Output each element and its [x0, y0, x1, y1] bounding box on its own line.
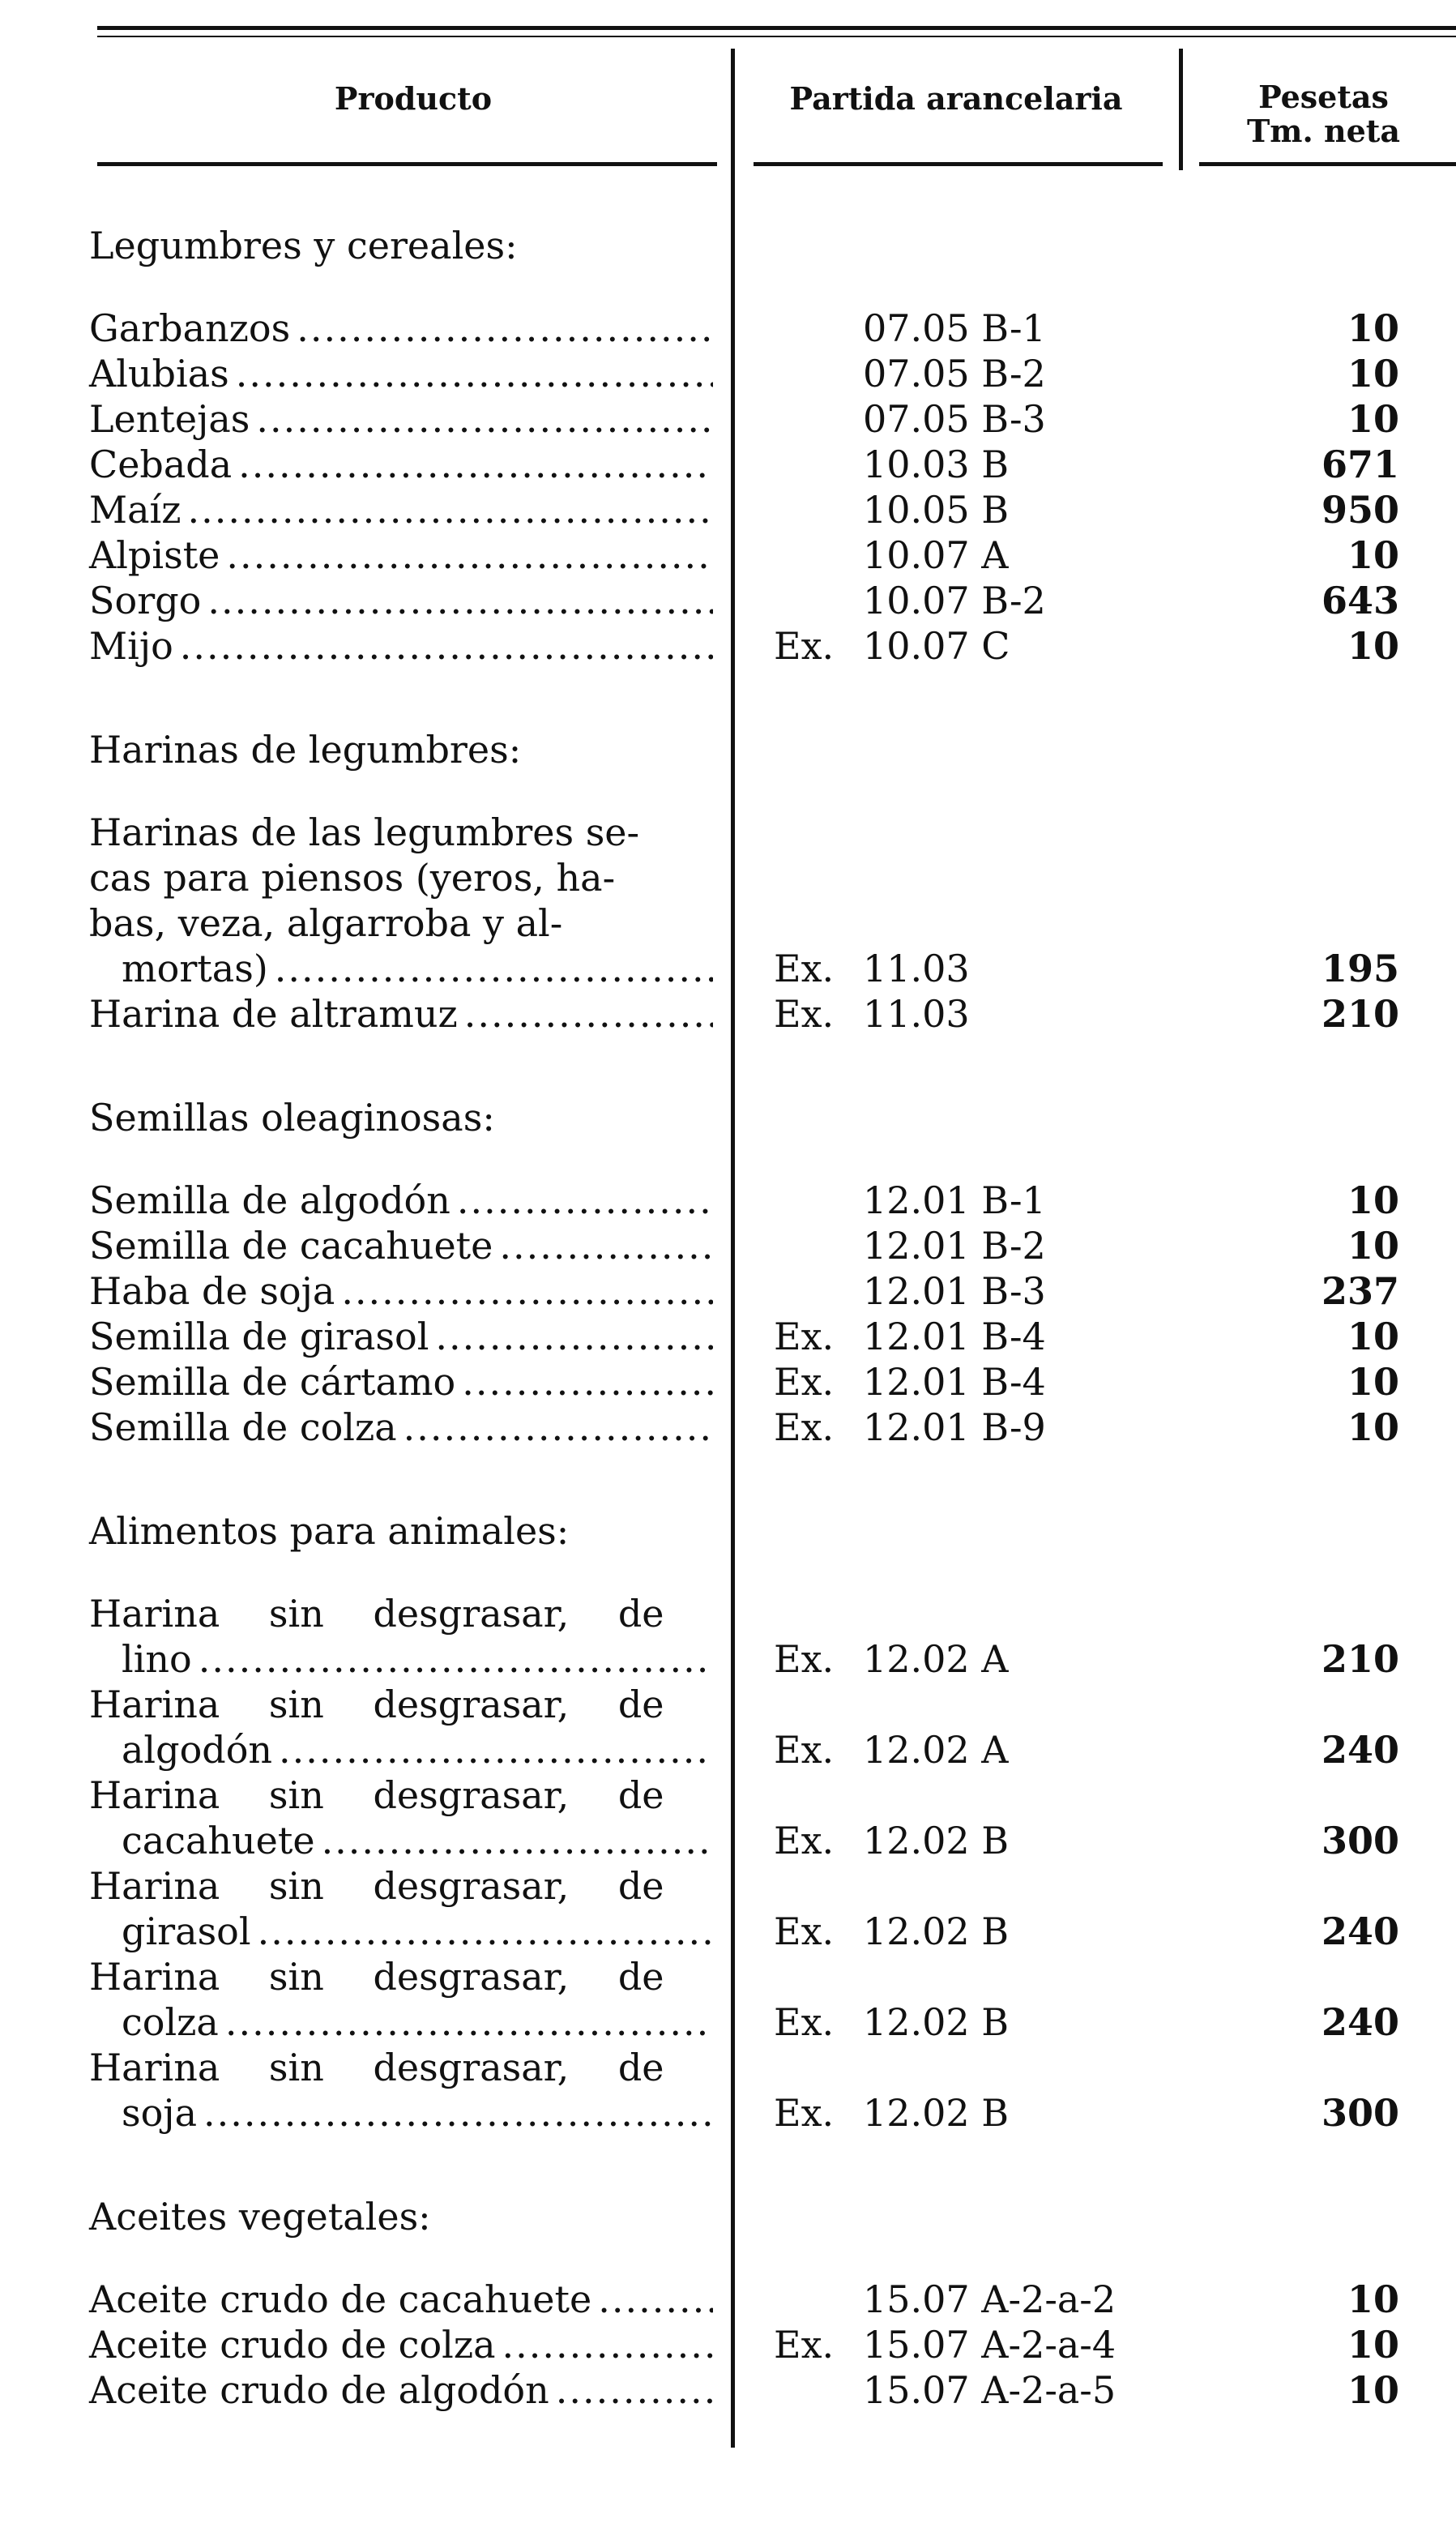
table-row	[0, 623, 1456, 669]
top-rule-thick	[97, 26, 1456, 30]
tariff-code	[774, 2090, 1009, 2136]
tariff-code	[774, 1636, 1009, 1682]
table-row	[0, 1178, 1456, 1223]
product-name	[122, 1818, 713, 1863]
table-row	[0, 991, 1456, 1037]
tariff-code-value: 12.02 B	[863, 2000, 1010, 2044]
header-rule-product	[97, 162, 717, 166]
product-name	[89, 306, 713, 351]
leader-dots	[341, 1268, 713, 1314]
table-row-leading-line	[0, 900, 1456, 946]
product-name-text: lino	[122, 1637, 192, 1681]
table-row	[0, 442, 1456, 487]
product-name-line	[89, 1773, 713, 1818]
product-name	[89, 532, 713, 578]
tariff-ex-prefix: Ex.	[774, 2091, 835, 2135]
tariff-code-value: 12.01 B-4	[863, 1360, 1046, 1404]
leader-dots	[598, 2277, 713, 2322]
tariff-code-value: 12.02 A	[863, 1637, 1009, 1681]
tariff-code	[774, 2277, 1116, 2322]
leader-dots	[435, 1314, 713, 1359]
table-row-leading-line	[0, 855, 1456, 900]
tariff-code	[774, 1909, 1009, 1954]
price-value: 240	[1321, 2000, 1399, 2044]
tariff-code	[774, 946, 970, 991]
leader-dots	[556, 2367, 713, 2413]
tariff-code-value: 10.07 C	[863, 624, 1010, 668]
table-row-leading-line	[0, 2045, 1456, 2090]
top-rule-thin	[97, 36, 1456, 37]
leader-dots	[457, 1178, 713, 1223]
leader-dots	[238, 442, 713, 487]
product-name-text: Harina sin desgrasar, de	[89, 1864, 664, 1908]
tariff-ex-prefix: Ex.	[774, 1909, 835, 1953]
product-name-text: Cebada	[89, 443, 233, 486]
product-name-text: Semilla de girasol	[89, 1315, 429, 1358]
tariff-code-value: 12.01 B-9	[863, 1405, 1046, 1449]
table-row	[0, 306, 1456, 351]
leader-dots	[464, 991, 713, 1037]
header-product: Producto	[334, 80, 493, 117]
product-name	[89, 442, 713, 487]
section-title: Aceites vegetales:	[89, 2195, 431, 2239]
product-name-text: Semilla de cártamo	[89, 1360, 456, 1404]
table-row	[0, 487, 1456, 532]
tariff-ex-prefix: Ex.	[774, 1728, 835, 1772]
tariff-code	[774, 1314, 1046, 1359]
table-row	[0, 2277, 1456, 2322]
price-value: 10	[1347, 2277, 1399, 2321]
table-row-leading-line	[0, 1682, 1456, 1727]
leader-dots	[502, 2322, 713, 2367]
leader-dots	[225, 1999, 713, 2045]
product-name-line	[89, 855, 713, 900]
header-price-line1: Pesetas	[1258, 79, 1389, 115]
price-value: 210	[1321, 1637, 1399, 1681]
table-row	[0, 2322, 1456, 2367]
tariff-code-value: 12.01 B-2	[863, 1224, 1046, 1268]
product-name-text: Alubias	[89, 352, 229, 396]
product-name-text: Semilla de algodón	[89, 1178, 450, 1222]
product-name	[122, 1636, 713, 1682]
tariff-code-value: 10.05 B	[863, 488, 1010, 532]
product-name-text: cas para piensos (yeros, ha-	[89, 856, 616, 900]
product-name-text: Harina sin desgrasar, de	[89, 2046, 664, 2089]
table-row	[0, 1268, 1456, 1314]
table-row	[0, 1405, 1456, 1450]
product-name	[89, 991, 713, 1037]
product-name-text: cacahuete	[122, 1819, 315, 1862]
tariff-ex-prefix: Ex.	[774, 1360, 835, 1404]
price-value: 10	[1347, 2368, 1399, 2412]
product-name-line	[89, 1863, 713, 1909]
tariff-code	[774, 442, 1009, 487]
price-value: 237	[1321, 1269, 1399, 1313]
product-name-text: Aceite crudo de colza	[89, 2323, 496, 2367]
product-name-text: Aceite crudo de algodón	[89, 2368, 549, 2412]
table-row	[0, 1359, 1456, 1405]
tariff-ex-prefix: Ex.	[774, 2323, 835, 2367]
product-name-text: Aceite crudo de cacahuete	[89, 2277, 592, 2321]
table-row-leading-line	[0, 1773, 1456, 1818]
tariff-code-value: 12.01 B-3	[863, 1269, 1046, 1313]
price-value: 10	[1347, 624, 1399, 668]
price-value: 10	[1347, 1360, 1399, 1404]
table-row	[0, 1909, 1456, 1954]
product-name	[122, 1727, 713, 1773]
price-value: 300	[1321, 2091, 1399, 2135]
price-value: 950	[1321, 488, 1399, 532]
product-name	[89, 487, 713, 532]
table-row	[0, 946, 1456, 991]
price-value: 10	[1347, 1178, 1399, 1222]
tariff-code	[774, 306, 1046, 351]
tariff-code	[774, 623, 1010, 669]
table-row	[0, 1818, 1456, 1863]
product-name-text: Harina sin desgrasar, de	[89, 1955, 664, 1999]
tariff-code-value: 12.02 A	[863, 1728, 1009, 1772]
tariff-code	[774, 991, 970, 1037]
tariff-ex-prefix: Ex.	[774, 947, 835, 990]
table-row	[0, 1999, 1456, 2045]
product-name-line	[89, 1682, 713, 1727]
product-name	[89, 1223, 713, 1268]
section-title: Harinas de legumbres:	[89, 728, 522, 772]
product-name-text: Harina sin desgrasar, de	[89, 1773, 664, 1817]
tariff-code-value: 15.07 A-2-a-2	[863, 2277, 1117, 2321]
header-price-line2: Tm. neta	[1247, 113, 1400, 149]
header-rule-price	[1199, 162, 1456, 166]
tariff-code-value: 07.05 B-1	[863, 306, 1046, 350]
price-value: 10	[1347, 1224, 1399, 1268]
product-name-text: Semilla de cacahuete	[89, 1224, 493, 1268]
leader-dots	[236, 351, 713, 396]
product-name-text: Garbanzos	[89, 306, 291, 350]
table-row-leading-line	[0, 810, 1456, 855]
leader-dots	[297, 306, 713, 351]
product-name-text: colza	[122, 2000, 219, 2044]
tariff-code-value: 07.05 B-3	[863, 397, 1046, 441]
tariff-code	[774, 2367, 1116, 2413]
product-name-text: Harina sin desgrasar, de	[89, 1592, 664, 1636]
tariff-code-value: 15.07 A-2-a-4	[863, 2323, 1117, 2367]
tariff-code-value: 11.03	[863, 992, 970, 1036]
leader-dots	[499, 1223, 713, 1268]
tariff-code	[774, 532, 1009, 578]
product-name	[89, 1405, 713, 1450]
header-tariff: Partida arancelaria	[789, 80, 1123, 117]
product-name-text: Semilla de colza	[89, 1405, 397, 1449]
tariff-code-value: 12.02 B	[863, 1819, 1010, 1862]
leader-dots	[203, 2090, 713, 2136]
table-row	[0, 2090, 1456, 2136]
price-value: 240	[1321, 1728, 1399, 1772]
leader-dots	[187, 487, 713, 532]
product-name-text: Haba de soja	[89, 1269, 335, 1313]
product-name	[122, 2090, 713, 2136]
product-name-text: Harina de altramuz	[89, 992, 458, 1036]
section-title: Legumbres y cereales:	[89, 224, 518, 267]
leader-dots	[279, 1727, 713, 1773]
product-name	[89, 351, 713, 396]
leader-dots	[403, 1405, 713, 1450]
tariff-code	[774, 1405, 1046, 1450]
product-name-text: Harinas de las legumbres se-	[89, 810, 640, 854]
product-name-text: Alpiste	[89, 533, 220, 577]
price-value: 10	[1347, 352, 1399, 396]
price-value: 10	[1347, 306, 1399, 350]
leader-dots	[256, 396, 713, 442]
tariff-code	[774, 1223, 1046, 1268]
tariff-ex-prefix: Ex.	[774, 624, 835, 668]
leader-dots	[322, 1818, 713, 1863]
tariff-ex-prefix: Ex.	[774, 992, 835, 1036]
price-value: 10	[1347, 1315, 1399, 1358]
tariff-code-value: 07.05 B-2	[863, 352, 1046, 396]
product-name-text: Mijo	[89, 624, 173, 668]
tariff-code-value: 10.07 A	[863, 533, 1009, 577]
product-name-text: soja	[122, 2091, 197, 2135]
product-name	[89, 623, 713, 669]
section-title: Alimentos para animales:	[89, 1509, 570, 1553]
tariff-code	[774, 487, 1009, 532]
product-name	[89, 1268, 713, 1314]
product-name	[89, 2322, 713, 2367]
product-name	[122, 1909, 713, 1954]
column-divider-2	[1179, 49, 1183, 170]
product-name-text: algodón	[122, 1728, 273, 1772]
product-name-text: mortas)	[122, 947, 268, 990]
tariff-code	[774, 396, 1046, 442]
tariff-code	[774, 1359, 1046, 1405]
price-value: 671	[1321, 443, 1399, 486]
price-value: 210	[1321, 992, 1399, 1036]
product-name-line	[89, 1591, 713, 1636]
product-name	[89, 2277, 713, 2322]
table-row	[0, 396, 1456, 442]
table-row	[0, 578, 1456, 623]
product-name-text: Lentejas	[89, 397, 250, 441]
header-rule-tariff	[754, 162, 1163, 166]
tariff-ex-prefix: Ex.	[774, 2000, 835, 2044]
leader-dots	[226, 532, 713, 578]
product-name-text: Sorgo	[89, 579, 202, 622]
leader-dots	[258, 1909, 713, 1954]
tariff-code-value: 12.01 B-4	[863, 1315, 1046, 1358]
product-name-line	[89, 900, 713, 946]
leader-dots	[180, 623, 713, 669]
product-name	[89, 1178, 713, 1223]
tariff-code	[774, 1268, 1046, 1314]
section-title: Semillas oleaginosas:	[89, 1096, 495, 1140]
tariff-ex-prefix: Ex.	[774, 1315, 835, 1358]
product-name	[89, 396, 713, 442]
product-name	[89, 1314, 713, 1359]
table-row	[0, 532, 1456, 578]
table-row	[0, 1314, 1456, 1359]
table-row-leading-line	[0, 1863, 1456, 1909]
price-value: 195	[1321, 947, 1399, 990]
product-name	[89, 1359, 713, 1405]
product-name	[89, 2367, 713, 2413]
tariff-code-value: 12.01 B-1	[863, 1178, 1046, 1222]
tariff-code	[774, 1178, 1046, 1223]
table-row-leading-line	[0, 1591, 1456, 1636]
price-value: 240	[1321, 1909, 1399, 1953]
tariff-code-value: 12.02 B	[863, 1909, 1010, 1953]
leader-dots	[207, 578, 713, 623]
tariff-code	[774, 351, 1046, 396]
tariff-code	[774, 1999, 1009, 2045]
leader-dots	[199, 1636, 713, 1682]
product-name-line	[89, 810, 713, 855]
leader-dots	[462, 1359, 713, 1405]
leader-dots	[275, 946, 713, 991]
tariff-code-value: 12.02 B	[863, 2091, 1010, 2135]
tariff-code	[774, 1727, 1009, 1773]
product-name-text: Harina sin desgrasar, de	[89, 1683, 664, 1726]
tariff-code-value: 11.03	[863, 947, 970, 990]
product-name-line	[89, 2045, 713, 2090]
tariff-code	[774, 578, 1046, 623]
tariff-ex-prefix: Ex.	[774, 1819, 835, 1862]
product-name	[122, 1999, 713, 2045]
table-row	[0, 1636, 1456, 1682]
price-value: 643	[1321, 579, 1399, 622]
price-value: 10	[1347, 533, 1399, 577]
table-row-leading-line	[0, 1954, 1456, 1999]
product-name	[122, 946, 713, 991]
table-row	[0, 351, 1456, 396]
price-value: 300	[1321, 1819, 1399, 1862]
table-row	[0, 1727, 1456, 1773]
table-row	[0, 2367, 1456, 2413]
price-value: 10	[1347, 1405, 1399, 1449]
tariff-code-value: 10.07 B-2	[863, 579, 1046, 622]
product-name-text: girasol	[122, 1909, 251, 1953]
product-name-text: bas, veza, algarroba y al-	[89, 901, 563, 945]
tariff-code-value: 10.03 B	[863, 443, 1010, 486]
tariff-code-value: 15.07 A-2-a-5	[863, 2368, 1117, 2412]
price-value: 10	[1347, 2323, 1399, 2367]
product-name	[89, 578, 713, 623]
tariff-ex-prefix: Ex.	[774, 1637, 835, 1681]
tariff-ex-prefix: Ex.	[774, 1405, 835, 1449]
tariff-code	[774, 1818, 1009, 1863]
product-name-line	[89, 1954, 713, 1999]
price-value: 10	[1347, 397, 1399, 441]
table-row	[0, 1223, 1456, 1268]
product-name-text: Maíz	[89, 488, 181, 532]
tariff-code	[774, 2322, 1116, 2367]
